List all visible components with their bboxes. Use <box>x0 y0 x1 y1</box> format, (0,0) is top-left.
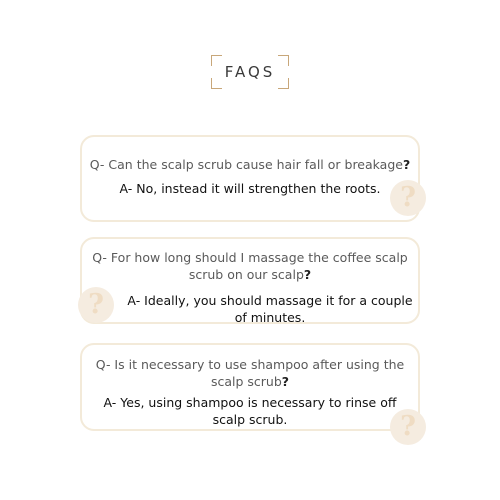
corner-accent <box>278 78 289 89</box>
faq-question-3-mark: ? <box>281 374 290 389</box>
faq-answer-1: A- No, instead it will strengthen the roots. <box>119 181 381 196</box>
faq-answer-3 <box>82 390 418 428</box>
faq-question-2-line1: Q- For how long should I massage the coffee scalp <box>92 250 408 265</box>
question-mark-icon: ? <box>390 409 426 445</box>
faq-header <box>0 57 500 85</box>
faq-question-2 <box>82 239 418 283</box>
corner-accent <box>211 55 222 66</box>
faq-question-1-mark: ? <box>402 157 411 172</box>
faq-question-3 <box>82 345 418 390</box>
question-mark-icon: ? <box>390 180 426 216</box>
faq-card-2 <box>80 237 420 324</box>
faq-card-3 <box>80 343 420 431</box>
question-mark-icon: ? <box>78 287 114 323</box>
page-title <box>213 57 288 85</box>
faq-question-1 <box>82 137 418 173</box>
faq-question-1-text: Q- Can the scalp scrub cause hair fall or breakage <box>89 157 403 172</box>
faq-question-2-line2: scrub on our scalp <box>188 267 304 282</box>
faq-answer-2-line2: of minutes. <box>234 310 306 325</box>
page-title-text: FAQS <box>224 63 276 81</box>
faq-answer-2 <box>82 283 418 326</box>
faq-question-3-line1: Q- Is it necessary to use shampoo after using the <box>95 357 405 372</box>
faq-answer-2-line1: A- Ideally, you should massage it for a couple <box>127 293 413 308</box>
corner-accent <box>211 78 222 89</box>
faq-answer-3-line1: A- Yes, using shampoo is necessary to rinse off <box>103 395 397 410</box>
corner-accent <box>278 55 289 66</box>
faq-question-3-line2: scalp scrub <box>210 374 282 389</box>
faq-answer-3-line2: scalp scrub. <box>212 412 288 427</box>
faq-question-2-mark: ? <box>303 267 312 282</box>
faq-card-1 <box>80 135 420 222</box>
